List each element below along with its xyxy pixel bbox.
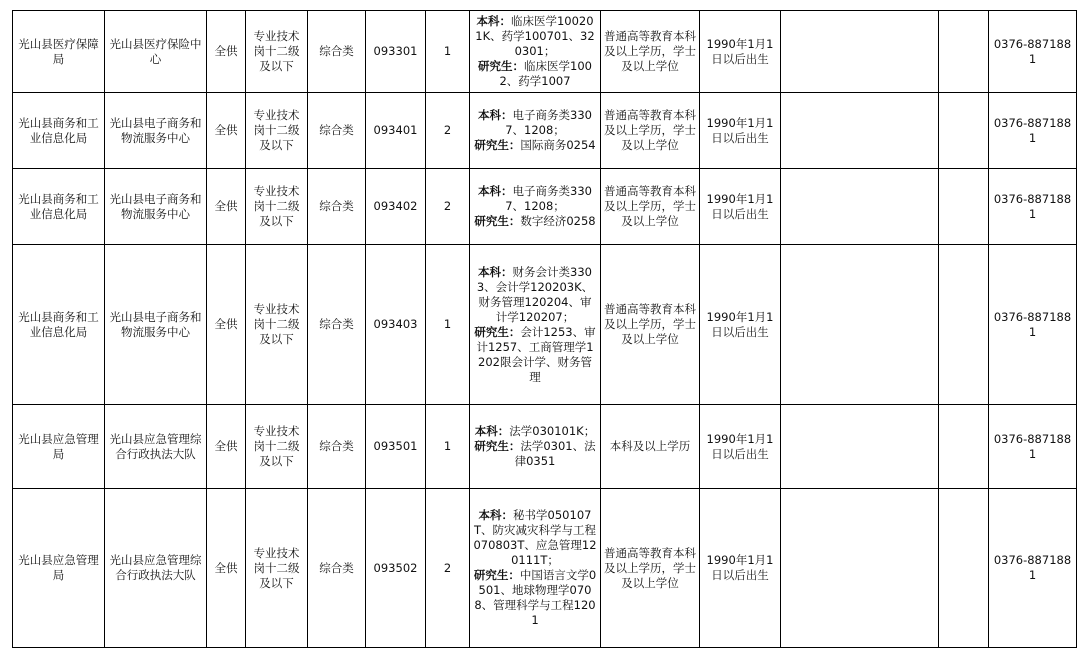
post-code-cell: 093301: [366, 11, 426, 93]
table-row: [13, 93, 1077, 169]
education-cell: 本科及以上学历: [601, 405, 700, 489]
undergrad-majors: 临床医学100201K、药学100701、320301；: [475, 14, 595, 58]
age-cell: 1990年1月1日以后出生: [700, 93, 781, 169]
graduate-label: 研究生：: [474, 138, 521, 152]
education-cell: 普通高等教育本科及以上学历，学士及以上学位: [601, 489, 700, 648]
undergrad-label: 本科：: [474, 424, 510, 438]
category-cell: 综合类: [308, 93, 366, 169]
undergrad-majors: 电子商务类3307、1208；: [505, 184, 592, 213]
graduate-majors: 法学0301、法律0351: [514, 439, 596, 468]
headcount-cell: 2: [426, 489, 470, 648]
post-code-cell: 093501: [366, 405, 426, 489]
unit-cell: 光山县医疗保险中心: [105, 11, 207, 93]
funding-cell: 全供: [207, 489, 246, 648]
graduate-label: 研究生：: [474, 214, 521, 228]
undergrad-label: 本科：: [478, 184, 513, 198]
undergrad-label: 本科：: [476, 14, 511, 28]
post-code-cell: 093502: [366, 489, 426, 648]
headcount-cell: 1: [426, 11, 470, 93]
major-cell: [470, 93, 601, 169]
unit-cell: 光山县应急管理综合行政执法大队: [105, 489, 207, 648]
category-cell: 综合类: [308, 245, 366, 405]
table-row: [13, 245, 1077, 405]
table-row: [13, 169, 1077, 245]
unit-cell: 光山县电子商务和物流服务中心: [105, 93, 207, 169]
age-cell: 1990年1月1日以后出生: [700, 489, 781, 648]
unit-cell: 光山县应急管理综合行政执法大队: [105, 405, 207, 489]
major-cell: [470, 245, 601, 405]
age-cell: 1990年1月1日以后出生: [700, 11, 781, 93]
education-cell: 普通高等教育本科及以上学历，学士及以上学位: [601, 245, 700, 405]
category-cell: 综合类: [308, 169, 366, 245]
other-requirement-cell: [781, 245, 939, 405]
post-level-cell: 专业技术岗十二级及以下: [246, 489, 308, 648]
post-level-cell: 专业技术岗十二级及以下: [246, 405, 308, 489]
dept-cell: 光山县应急管理局: [13, 405, 105, 489]
age-cell: 1990年1月1日以后出生: [700, 245, 781, 405]
unit-cell: 光山县电子商务和物流服务中心: [105, 169, 207, 245]
post-code-cell: 093402: [366, 169, 426, 245]
education-cell: 普通高等教育本科及以上学历，学士及以上学位: [601, 169, 700, 245]
headcount-cell: 1: [426, 405, 470, 489]
remark-cell: [939, 489, 989, 648]
major-cell: [470, 405, 601, 489]
dept-cell: 光山县医疗保障局: [13, 11, 105, 93]
major-cell: [470, 489, 601, 648]
graduate-majors: 国际商务0254: [520, 138, 596, 152]
headcount-cell: 2: [426, 169, 470, 245]
phone-cell: 0376-8871881: [989, 169, 1077, 245]
category-cell: 综合类: [308, 11, 366, 93]
funding-cell: 全供: [207, 405, 246, 489]
funding-cell: 全供: [207, 11, 246, 93]
education-cell: 普通高等教育本科及以上学历，学士及以上学位: [601, 11, 700, 93]
phone-cell: 0376-8871881: [989, 489, 1077, 648]
funding-cell: 全供: [207, 93, 246, 169]
recruitment-table: [12, 10, 1077, 648]
undergrad-label: 本科：: [478, 508, 514, 522]
graduate-majors: 临床医学1002、药学1007: [499, 59, 592, 88]
other-requirement-cell: [781, 489, 939, 648]
major-cell: [470, 169, 601, 245]
category-cell: 综合类: [308, 405, 366, 489]
funding-cell: 全供: [207, 169, 246, 245]
undergrad-majors: 秘书学050107T、防灾减灾科学与工程070803T、应急管理120111T；: [473, 508, 597, 567]
post-level-cell: 专业技术岗十二级及以下: [246, 245, 308, 405]
category-cell: 综合类: [308, 489, 366, 648]
age-cell: 1990年1月1日以后出生: [700, 169, 781, 245]
undergrad-majors: 电子商务类3307、1208；: [505, 108, 592, 137]
graduate-label: 研究生：: [473, 568, 520, 582]
post-code-cell: 093403: [366, 245, 426, 405]
table-row: [13, 489, 1077, 648]
headcount-cell: 1: [426, 245, 470, 405]
remark-cell: [939, 169, 989, 245]
graduate-label: 研究生：: [478, 59, 525, 73]
unit-cell: 光山县电子商务和物流服务中心: [105, 245, 207, 405]
headcount-cell: 2: [426, 93, 470, 169]
major-cell: [470, 11, 601, 93]
other-requirement-cell: [781, 11, 939, 93]
dept-cell: 光山县商务和工业信息化局: [13, 245, 105, 405]
remark-cell: [939, 245, 989, 405]
post-level-cell: 专业技术岗十二级及以下: [246, 93, 308, 169]
remark-cell: [939, 93, 989, 169]
graduate-label: 研究生：: [474, 439, 521, 453]
dept-cell: 光山县应急管理局: [13, 489, 105, 648]
undergrad-majors: 法学030101K；: [509, 424, 596, 438]
post-code-cell: 093401: [366, 93, 426, 169]
other-requirement-cell: [781, 93, 939, 169]
phone-cell: 0376-8871881: [989, 245, 1077, 405]
post-level-cell: 专业技术岗十二级及以下: [246, 169, 308, 245]
undergrad-label: 本科：: [478, 264, 513, 279]
graduate-majors: 中国语言文学0501、地球物理学0708、管理科学与工程1201: [474, 568, 597, 627]
phone-cell: 0376-8871881: [989, 405, 1077, 489]
remark-cell: [939, 405, 989, 489]
phone-cell: 0376-8871881: [989, 11, 1077, 93]
dept-cell: 光山县商务和工业信息化局: [13, 169, 105, 245]
age-cell: 1990年1月1日以后出生: [700, 405, 781, 489]
table-row: [13, 405, 1077, 489]
post-level-cell: 专业技术岗十二级及以下: [246, 11, 308, 93]
graduate-majors: 会计1253、审计1257、工商管理学1202限会计学、财务管理: [476, 324, 596, 384]
undergrad-majors: 财务会计类3303、会计学120203K、财务管理120204、审计学120207；: [476, 264, 594, 324]
funding-cell: 全供: [207, 245, 246, 405]
dept-cell: 光山县商务和工业信息化局: [13, 93, 105, 169]
phone-cell: 0376-8871881: [989, 93, 1077, 169]
remark-cell: [939, 11, 989, 93]
other-requirement-cell: [781, 169, 939, 245]
other-requirement-cell: [781, 405, 939, 489]
table-row: [13, 11, 1077, 93]
education-cell: 普通高等教育本科及以上学历，学士及以上学位: [601, 93, 700, 169]
undergrad-label: 本科：: [478, 108, 513, 122]
graduate-label: 研究生：: [474, 324, 521, 339]
graduate-majors: 数字经济0258: [520, 214, 596, 228]
